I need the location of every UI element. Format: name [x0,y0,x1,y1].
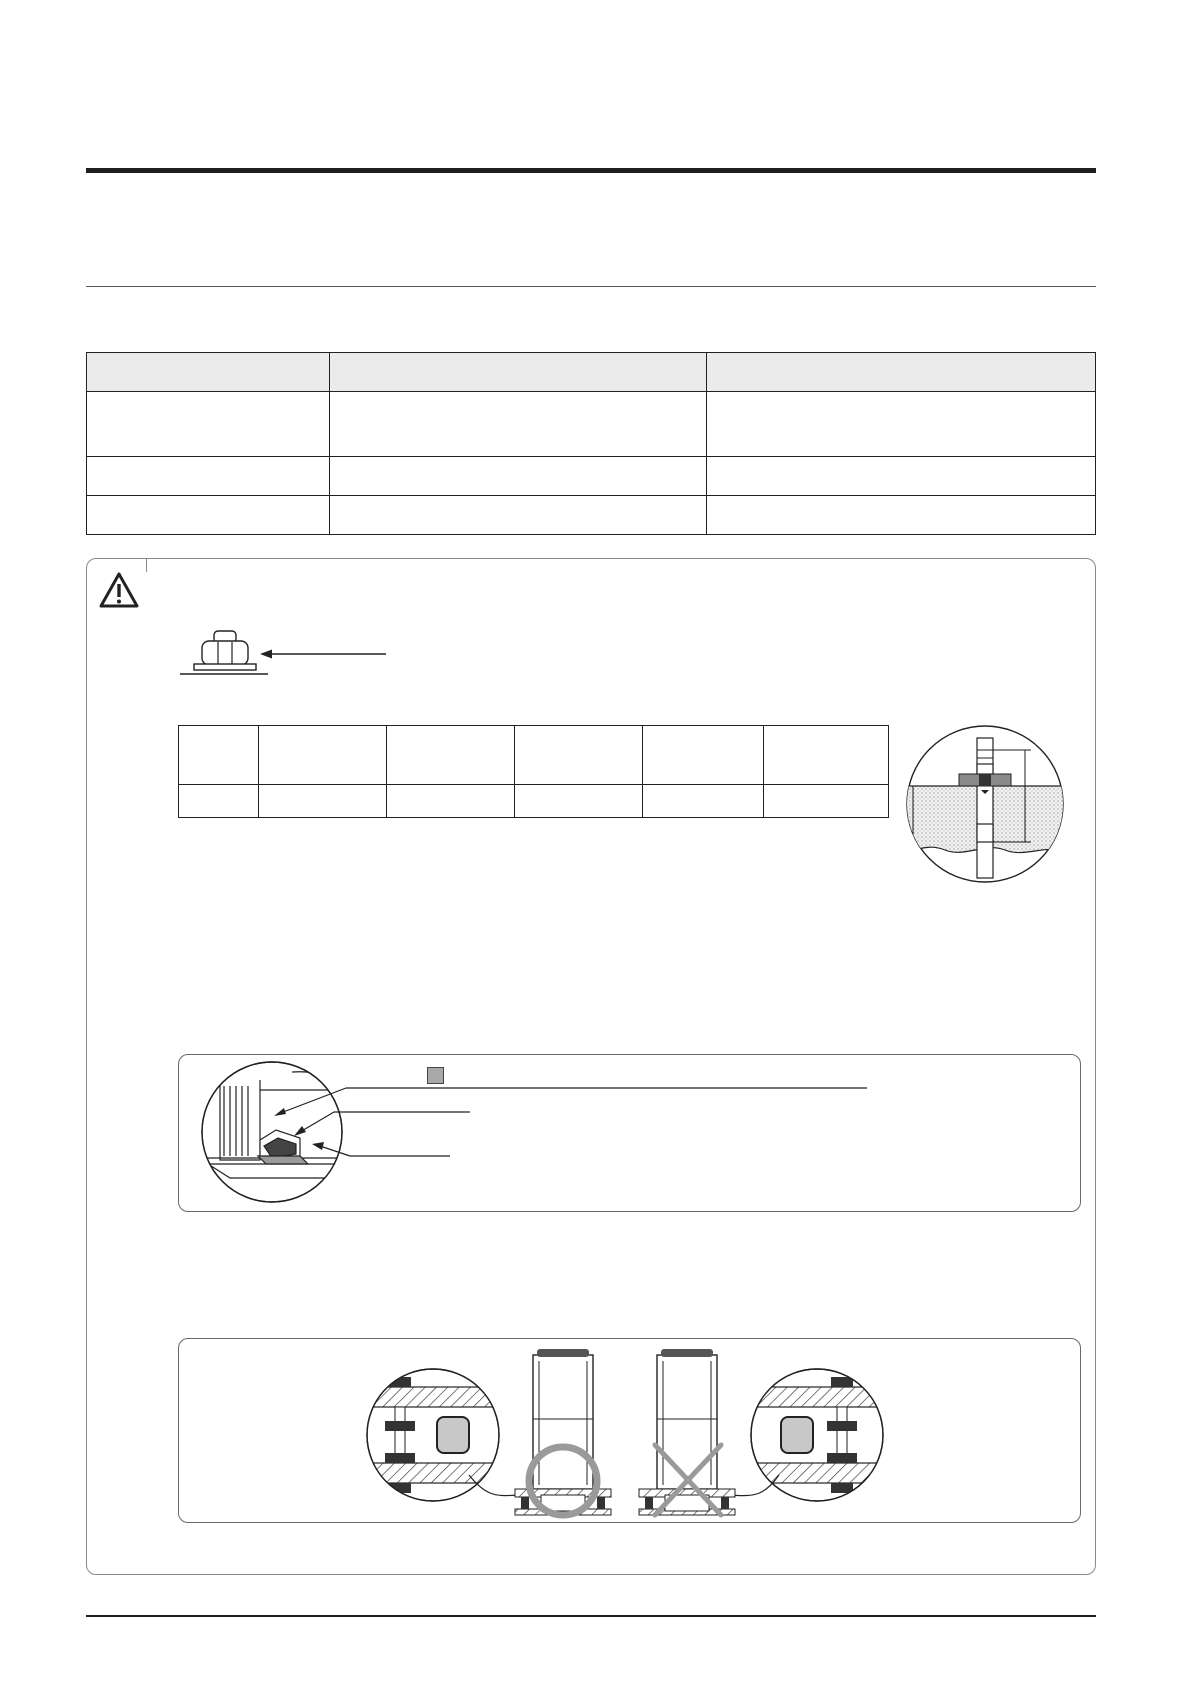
spec-cell [329,457,707,496]
bolt-header-cell [643,726,764,785]
installation-compare-illustration [365,1345,885,1517]
spec-cell [707,392,1096,457]
table-row [87,392,1096,457]
base-leader-lines [260,1080,880,1160]
bolt-cell [764,785,889,818]
table-row [87,457,1096,496]
spec-cell [329,496,707,535]
top-rule-thick [86,168,1096,173]
bolt-table-header [179,726,889,785]
spec-cell [87,496,330,535]
bolt-table [178,725,889,818]
spec-header-cell [707,353,1096,392]
spec-header-cell [87,353,330,392]
bolt-header-cell [514,726,643,785]
bolt-header-cell [386,726,514,785]
spec-cell [87,392,330,457]
footer-rule [86,1615,1096,1617]
spec-table [86,352,1096,535]
spec-cell [329,392,707,457]
section-rule [86,286,1096,287]
bolt-header-cell [764,726,889,785]
anchor-bolt-detail [905,724,1065,884]
warning-triangle-icon [98,571,140,609]
bolt-cell [514,785,643,818]
table-row [87,496,1096,535]
spec-cell [87,457,330,496]
nut-illustration [178,628,388,680]
spec-cell [707,457,1096,496]
bolt-cell [258,785,386,818]
caution-box-divider [146,558,147,572]
table-row [179,785,889,818]
bolt-header-cell [179,726,259,785]
bolt-cell [179,785,259,818]
spec-header-cell [329,353,707,392]
spec-cell [707,496,1096,535]
bolt-header-cell [258,726,386,785]
bolt-cell [643,785,764,818]
bolt-cell [386,785,514,818]
spec-table-header [87,353,1096,392]
